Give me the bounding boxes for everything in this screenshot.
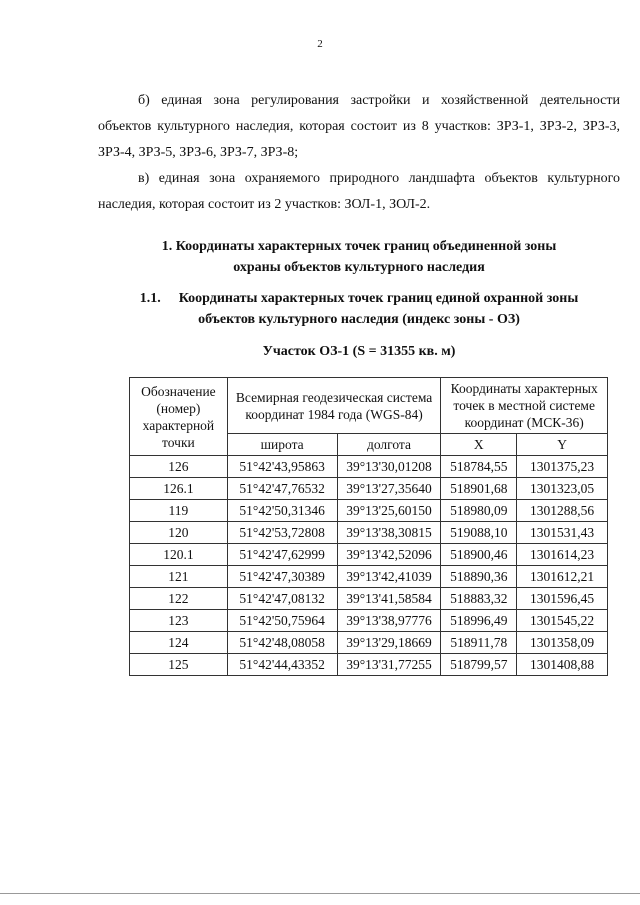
paragraph-zone-regulation [98,88,620,166]
header-wgs84: Всемирная геодезическая система координат 1984 года (WGS-84) [227,378,441,434]
section-heading-1-1-line2: объектов культурного наследия (индекс зоны - ОЗ) [198,312,520,327]
point-id-cell: 120 [130,522,228,544]
point-id-cell: 125 [130,654,228,676]
table-row [130,632,608,654]
table-row [130,566,608,588]
paragraph-v-text: в) единая зона охраняемого природного ландшафта объектов культурного наследия, которая состоит из 2 участков: ЗОЛ-1, ЗОЛ-2. [98,171,620,212]
x-cell: 518799,57 [441,654,517,676]
table-row [130,610,608,632]
y-cell: 1301545,22 [517,610,608,632]
latitude-cell: 51°42'48,08058 [227,632,337,654]
x-cell: 518784,55 [441,456,517,478]
plot-title: Участок ОЗ-1 (S = 31355 кв. м) [262,344,456,359]
longitude-cell: 39°13'38,97776 [337,610,441,632]
section-heading-1 [98,236,620,278]
paragraph-b-text: б) единая зона регулирования застройки и хозяйственной деятельности объектов культурного наследия, которая состоит из 8 участков: ЗРЗ-1, ЗРЗ-2, ЗРЗ-3, ЗРЗ-4, ЗРЗ-5, ЗРЗ-6, ЗРЗ-7, ЗРЗ-8; [98,93,620,160]
section-heading-1-line2: охраны объектов культурного наследия [233,260,485,275]
header-longitude: долгота [337,434,441,456]
longitude-cell: 39°13'27,35640 [337,478,441,500]
paragraph-landscape-zone [98,166,620,218]
longitude-cell: 39°13'29,18669 [337,632,441,654]
table-row [130,588,608,610]
x-cell: 518890,36 [441,566,517,588]
coordinates-table [129,377,608,676]
longitude-cell: 39°13'31,77255 [337,654,441,676]
y-cell: 1301596,45 [517,588,608,610]
section-heading-1-1 [98,288,620,330]
table-row [130,654,608,676]
section-heading-1-1-line1: Координаты характерных точек границ единой охранной зоны [178,291,579,306]
longitude-cell: 39°13'38,30815 [337,522,441,544]
x-cell: 518996,49 [441,610,517,632]
point-id-cell: 122 [130,588,228,610]
longitude-cell: 39°13'41,58584 [337,588,441,610]
x-cell: 518911,78 [441,632,517,654]
table-row [130,522,608,544]
x-cell: 518980,09 [441,500,517,522]
latitude-cell: 51°42'50,75964 [227,610,337,632]
latitude-cell: 51°42'47,08132 [227,588,337,610]
table-row [130,500,608,522]
y-cell: 1301323,05 [517,478,608,500]
longitude-cell: 39°13'25,60150 [337,500,441,522]
latitude-cell: 51°42'47,30389 [227,566,337,588]
table-row [130,478,608,500]
y-cell: 1301614,23 [517,544,608,566]
point-id-cell: 121 [130,566,228,588]
x-cell: 518900,46 [441,544,517,566]
latitude-cell: 51°42'53,72808 [227,522,337,544]
section-number: 1.1. [139,291,161,306]
latitude-cell: 51°42'47,76532 [227,478,337,500]
longitude-cell: 39°13'42,41039 [337,566,441,588]
header-local-coords: Координаты характерных точек в местной системе координат (МСК-36) [441,378,608,434]
point-id-cell: 119 [130,500,228,522]
section-heading-1-line1: 1. Координаты характерных точек границ объединенной зоны [161,239,557,254]
longitude-cell: 39°13'30,01208 [337,456,441,478]
footer-divider [0,893,640,894]
longitude-cell: 39°13'42,52096 [337,544,441,566]
point-id-cell: 124 [130,632,228,654]
point-id-cell: 120.1 [130,544,228,566]
x-cell: 518901,68 [441,478,517,500]
latitude-cell: 51°42'44,43352 [227,654,337,676]
y-cell: 1301288,56 [517,500,608,522]
point-id-cell: 126 [130,456,228,478]
table-row [130,544,608,566]
y-cell: 1301358,09 [517,632,608,654]
header-latitude: широта [227,434,337,456]
point-id-cell: 126.1 [130,478,228,500]
header-x: X [441,434,517,456]
y-cell: 1301375,23 [517,456,608,478]
page-number: 2 [317,38,323,50]
header-y: Y [517,434,608,456]
header-point-designation: Обозначение (номер) характерной точки [130,378,228,456]
table-header-row [130,378,608,434]
table-row [130,456,608,478]
y-cell: 1301612,21 [517,566,608,588]
latitude-cell: 51°42'50,31346 [227,500,337,522]
point-id-cell: 123 [130,610,228,632]
y-cell: 1301408,88 [517,654,608,676]
y-cell: 1301531,43 [517,522,608,544]
latitude-cell: 51°42'47,62999 [227,544,337,566]
latitude-cell: 51°42'43,95863 [227,456,337,478]
x-cell: 518883,32 [441,588,517,610]
x-cell: 519088,10 [441,522,517,544]
